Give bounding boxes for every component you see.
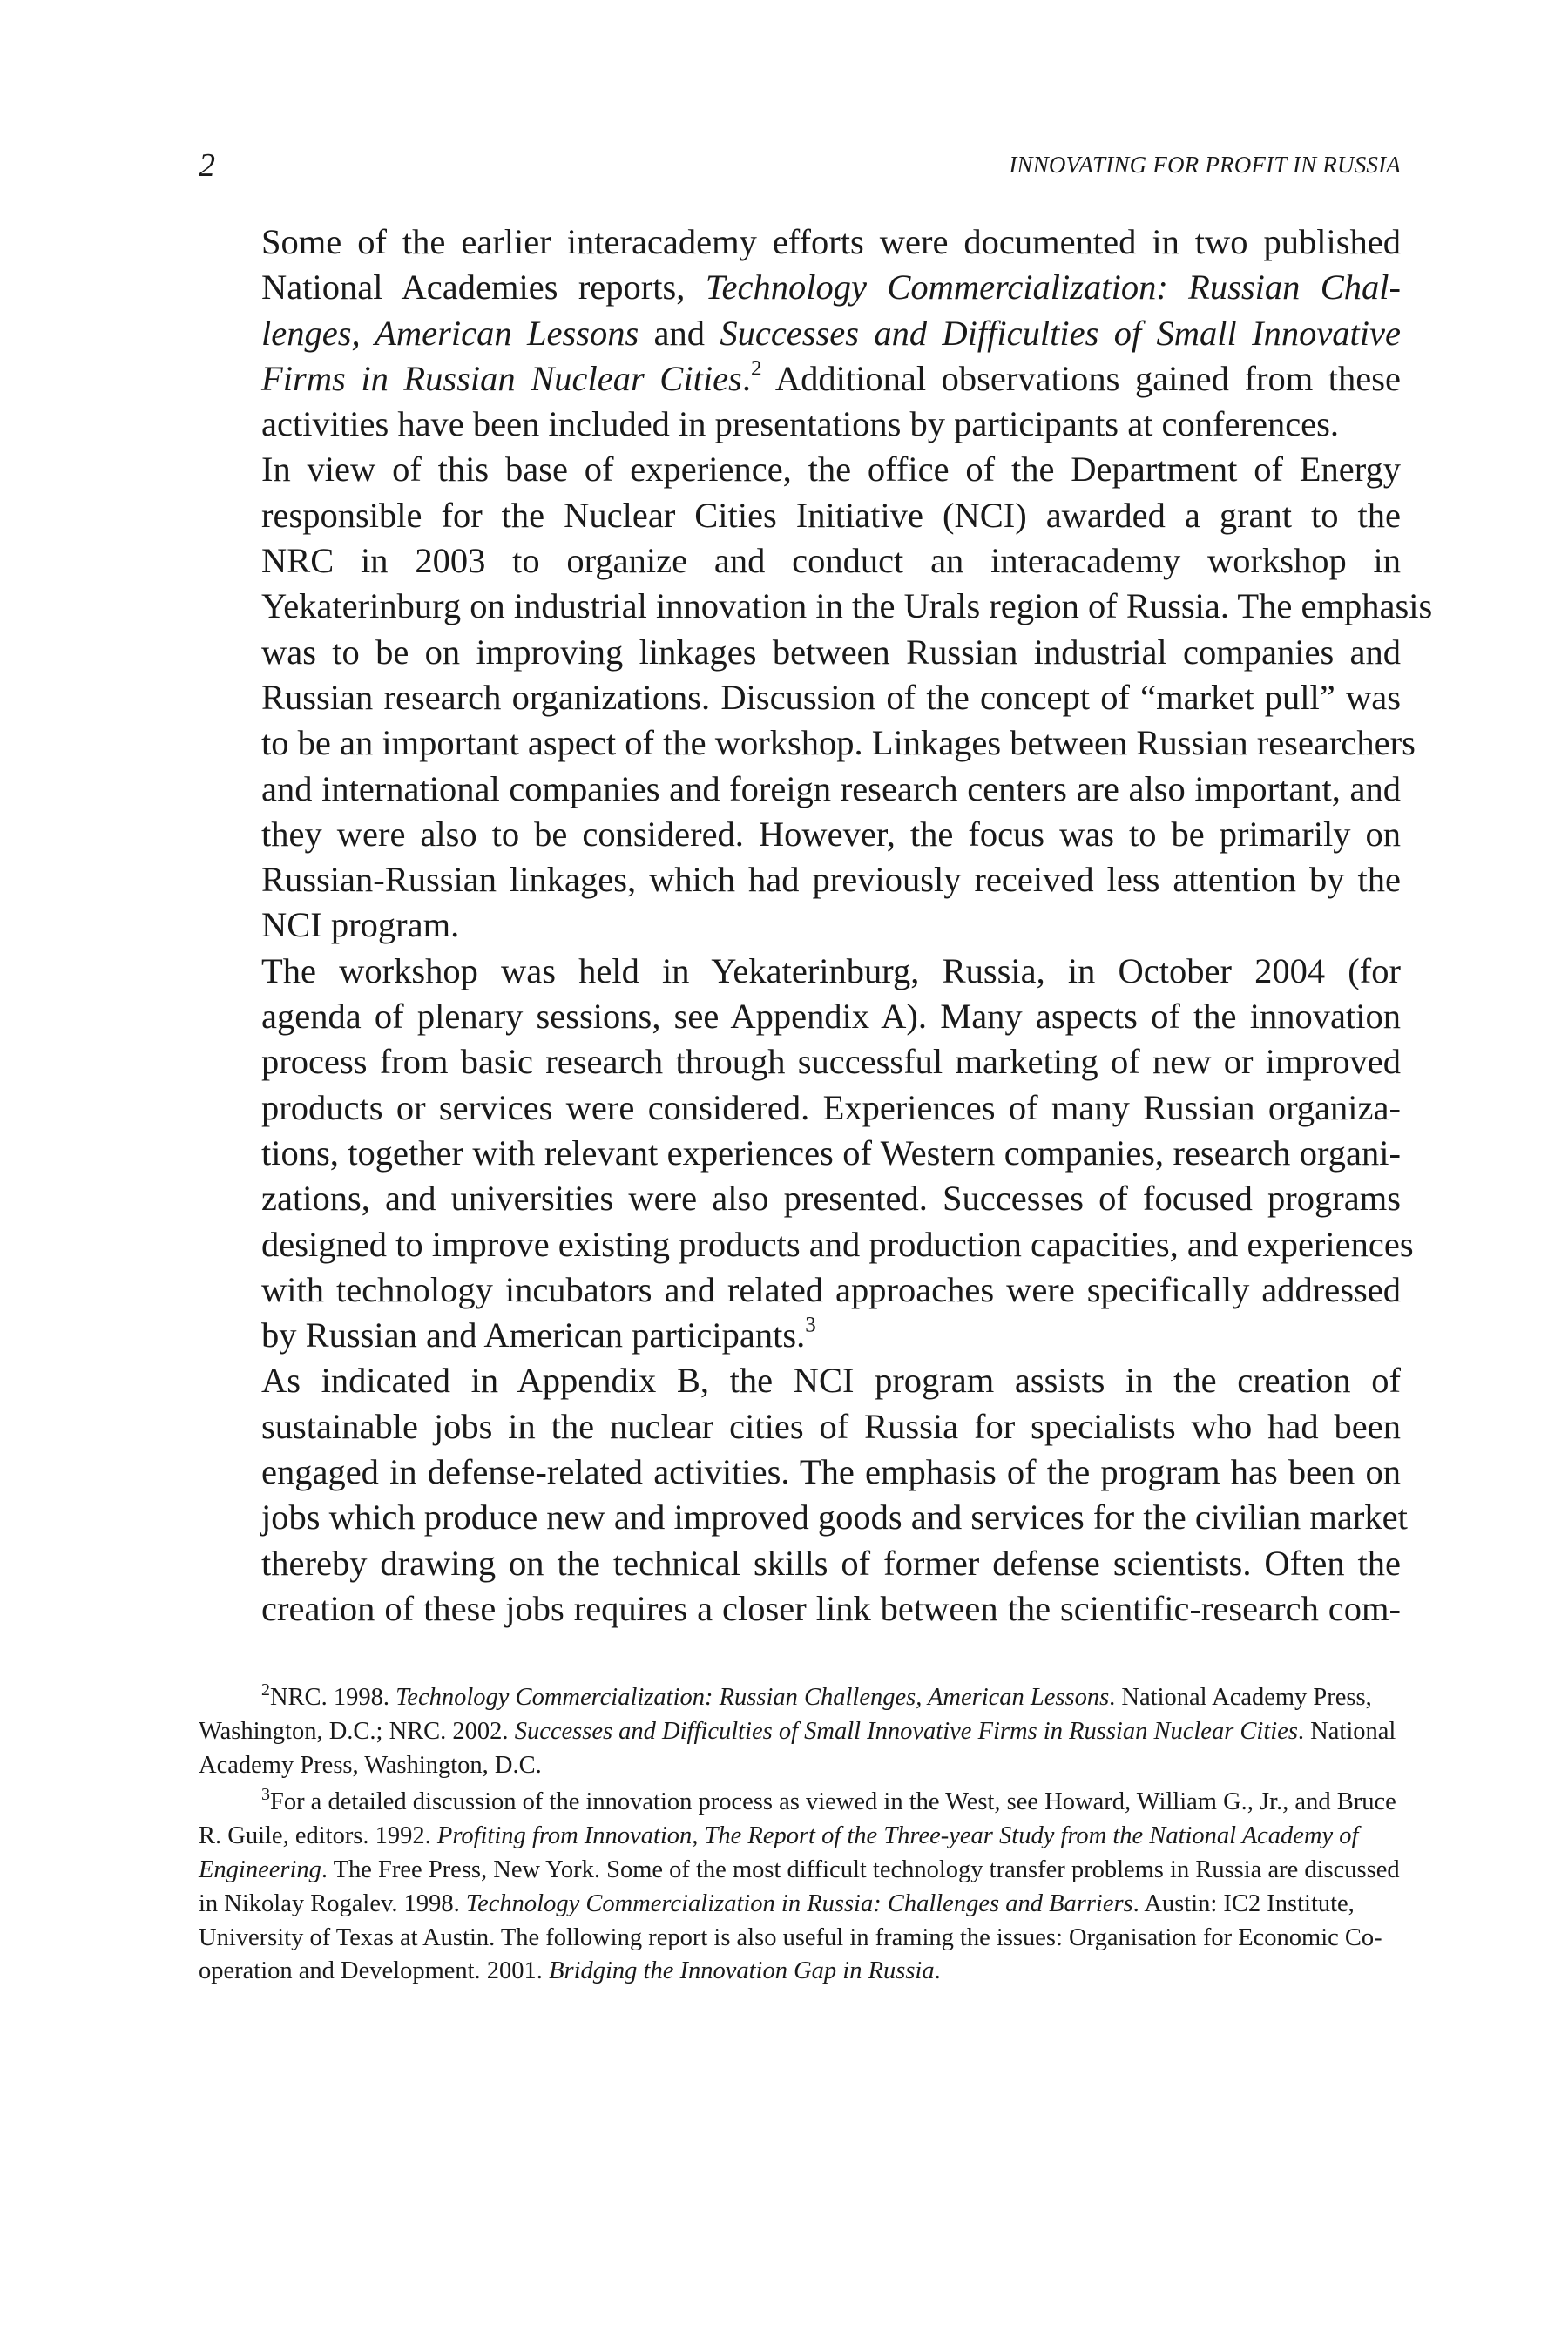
text-line: engaged in defense-related activities. The emphasis of the program has been on bbox=[261, 1452, 1401, 1492]
paragraph-3 bbox=[199, 949, 1414, 1359]
text-line: by Russian and American participants.$^3$ bbox=[261, 1313, 816, 1355]
text-line: they were also to be considered. However, the focus was to be primarily on bbox=[261, 814, 1401, 854]
text-line: Russian-Russian linkages, which had previously received less attention by the bbox=[261, 860, 1401, 900]
text-line: thereby drawing on the technical skills of former defense scientists. Often the bbox=[261, 1543, 1401, 1583]
text-line: jobs which produce new and improved goods and services for the civilian market bbox=[261, 1497, 1408, 1538]
running-title: INNOVATING FOR PROFIT IN RUSSIA bbox=[1009, 152, 1401, 178]
text-line: was to be on improving linkages between Russian industrial companies and bbox=[261, 632, 1401, 672]
paragraph-2 bbox=[199, 447, 1433, 948]
text-line: NCI program. bbox=[261, 905, 460, 945]
text-line: and international companies and foreign research centers are also important, and bbox=[261, 768, 1401, 808]
text-line: Russian research organizations. Discussion of the concept of “market pull” was bbox=[261, 677, 1401, 717]
footnotes bbox=[199, 1681, 1401, 1989]
text-line: activities have been included in presentations by participants at conferences. bbox=[261, 404, 1340, 444]
text-line: responsible for the Nuclear Cities Initiative (NCI) awarded a grant to the bbox=[261, 495, 1401, 535]
text-line: zations, and universities were also presented. Successes of focused programs bbox=[261, 1179, 1401, 1219]
text-line: NRC in 2003 to organize and conduct an interacademy workshop in bbox=[261, 541, 1401, 581]
text-line: tions, together with relevant experiences of Western companies, research organi- bbox=[261, 1132, 1401, 1173]
body-text bbox=[199, 220, 1433, 1632]
footnote-marker: 3 bbox=[261, 1785, 270, 1805]
text-line: National Academies reports, Technology Commercialization: Russian Chal- bbox=[261, 267, 1401, 308]
text-line: process from basic research through successful marketing of new or improved bbox=[261, 1042, 1401, 1082]
text-line: designed to improve existing products and production capacities, and experiences bbox=[261, 1224, 1414, 1264]
text-line: Some of the earlier interacademy efforts were documented in two published bbox=[261, 222, 1401, 261]
footnote-3: $^3$For a detailed discussion of the innovation process as viewed in the West, see Howard, William G., Jr., and Bruce R. Guile, editors. 1992. Profiting from Innovation, The Report of the Three-year Study from the National Academy of Engineering. The Free Press, New York. Some of the most difficult technology transfer problems in Russia are discussed in Nikolay Rogalev. 1998. Technology Commercialization in Russia: Challenges and Barriers. Austin: IC2 Institute, University of Texas at Austin. The following report is also useful in framing the issues: Organisation for Economic Co-operation and Development. 2001. Bridging the Innovation Gap in Russia. bbox=[199, 1785, 1400, 1985]
text-line: lenges, American Lessons and Successes and Difficulties of Small Innovative bbox=[261, 313, 1402, 353]
footnote-2: $^2$NRC. 1998. Technology Commercialization: Russian Challenges, American Lessons. National Academy Press, Washington, D.C.; NRC. 2002. Successes and Difficulties of Small Innovative Firms in Russian Nuclear Cities. National Academy Press, Washington, D.C. bbox=[199, 1680, 1396, 1779]
text-line: products or services were considered. Experiences of many Russian organiza- bbox=[261, 1087, 1401, 1127]
footnote-ref-2: 2 bbox=[750, 356, 762, 381]
report-title-2: Successes and Difficulties of Small Innovative bbox=[720, 313, 1402, 353]
text-line: In view of this base of experience, the office of the Department of Energy bbox=[261, 449, 1401, 490]
text-line: As indicated in Appendix B, the NCI program assists in the creation of bbox=[261, 1361, 1401, 1401]
text-line: with technology incubators and related approaches were specifically addressed bbox=[261, 1269, 1401, 1309]
text-line: to be an important aspect of the workshop. Linkages between Russian researchers bbox=[261, 723, 1416, 763]
page-number: 2 bbox=[199, 147, 215, 184]
text-line: sustainable jobs in the nuclear cities of Russia for specialists who had been bbox=[261, 1406, 1401, 1446]
text-line: Yekaterinburg on industrial innovation in the Urals region of Russia. The emphasis bbox=[261, 586, 1433, 626]
text-line: Firms in Russian Nuclear Cities.$^2$ Additional observations gained from these bbox=[261, 356, 1402, 398]
paragraph-1 bbox=[199, 220, 1401, 447]
footnote-ref-3: 3 bbox=[805, 1313, 816, 1337]
footnote-marker: 2 bbox=[261, 1680, 270, 1700]
report-title-2-cont: Firms in Russian Nuclear Cities bbox=[261, 358, 742, 398]
paragraph-4 bbox=[199, 1358, 1408, 1632]
text-line: agenda of plenary sessions, see Appendix A). Many aspects of the innovation bbox=[261, 997, 1401, 1037]
running-head bbox=[199, 146, 1401, 190]
text-line: The workshop was held in Yekaterinburg, Russia, in October 2004 (for bbox=[261, 950, 1401, 990]
report-title-1-cont: lenges, American Lessons bbox=[261, 313, 639, 353]
report-title-1: Technology Commercialization: Russian Chal- bbox=[705, 267, 1401, 308]
text-line: creation of these jobs requires a closer link between the scientific-research com- bbox=[261, 1588, 1401, 1628]
